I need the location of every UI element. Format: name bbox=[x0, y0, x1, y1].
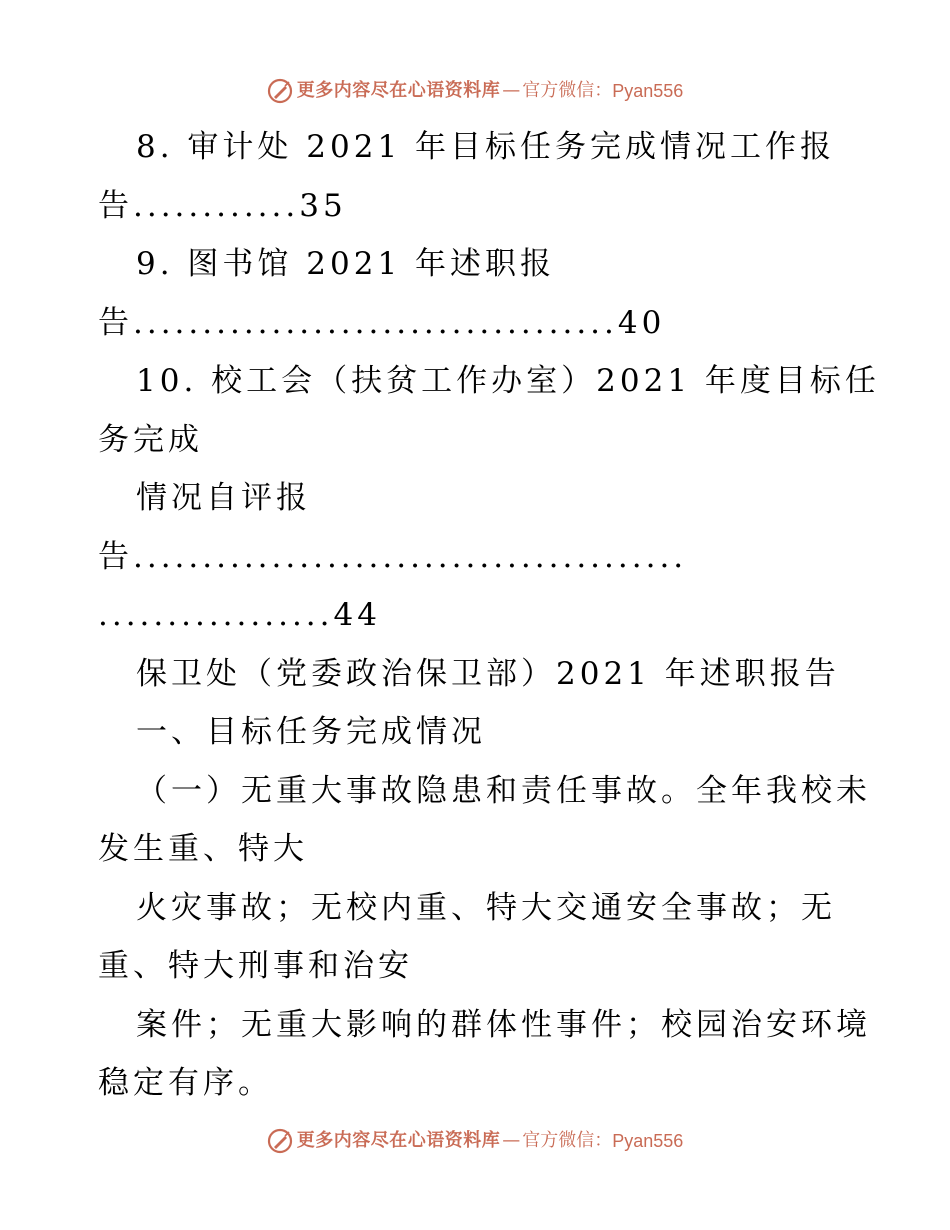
text-line: 务完成 bbox=[98, 421, 203, 458]
watermark-wechat-id: Pyan556 bbox=[612, 1131, 684, 1151]
text-line: 发生重、特大 bbox=[98, 831, 308, 867]
watermark-dash: — bbox=[502, 80, 521, 101]
text-line: （一）无重大事故隐患和责任事故。全年我校未 bbox=[136, 772, 871, 809]
watermark-dash: — bbox=[502, 1130, 521, 1151]
watermark-text: 更多内容尽在心语资料库 bbox=[296, 80, 501, 101]
header-watermark bbox=[0, 78, 950, 104]
text-line: 重、特大刑事和治安 bbox=[98, 948, 413, 984]
text-line: 8. 审计处 2021 年目标任务完成情况工作报 bbox=[136, 129, 836, 165]
text-line: 告............35 bbox=[98, 187, 347, 224]
quill-logo-icon bbox=[267, 1128, 293, 1154]
watermark-wechat-id: Pyan556 bbox=[612, 81, 684, 101]
watermark-wechat-label: 官方微信： bbox=[522, 1130, 613, 1151]
text-line: 告...................................40 bbox=[98, 304, 666, 341]
text-line: 情况自评报 bbox=[136, 480, 311, 516]
text-line: 案件；无重大影响的群体性事件；校园治安环境 bbox=[136, 1006, 871, 1043]
text-line: 保卫处（党委政治保卫部）2021 年述职报告 bbox=[136, 655, 840, 692]
watermark-text: 更多内容尽在心语资料库 bbox=[296, 1130, 501, 1151]
text-line: 火灾事故；无校内重、特大交通安全事故；无 bbox=[136, 889, 836, 926]
text-line: 告........................................ bbox=[98, 538, 688, 575]
text-line: 10. 校工会（扶贫工作办室）2021 年度目标任 bbox=[136, 363, 880, 399]
footer-watermark bbox=[0, 1128, 950, 1154]
document-body bbox=[98, 118, 880, 1113]
text-line: 稳定有序。 bbox=[98, 1065, 273, 1101]
quill-logo-icon bbox=[267, 78, 293, 104]
text-line: 一、目标任务完成情况 bbox=[136, 714, 486, 750]
text-line: .................44 bbox=[98, 597, 381, 633]
watermark-wechat-label: 官方微信： bbox=[522, 80, 613, 101]
text-line: 9. 图书馆 2021 年述职报 bbox=[136, 246, 556, 282]
